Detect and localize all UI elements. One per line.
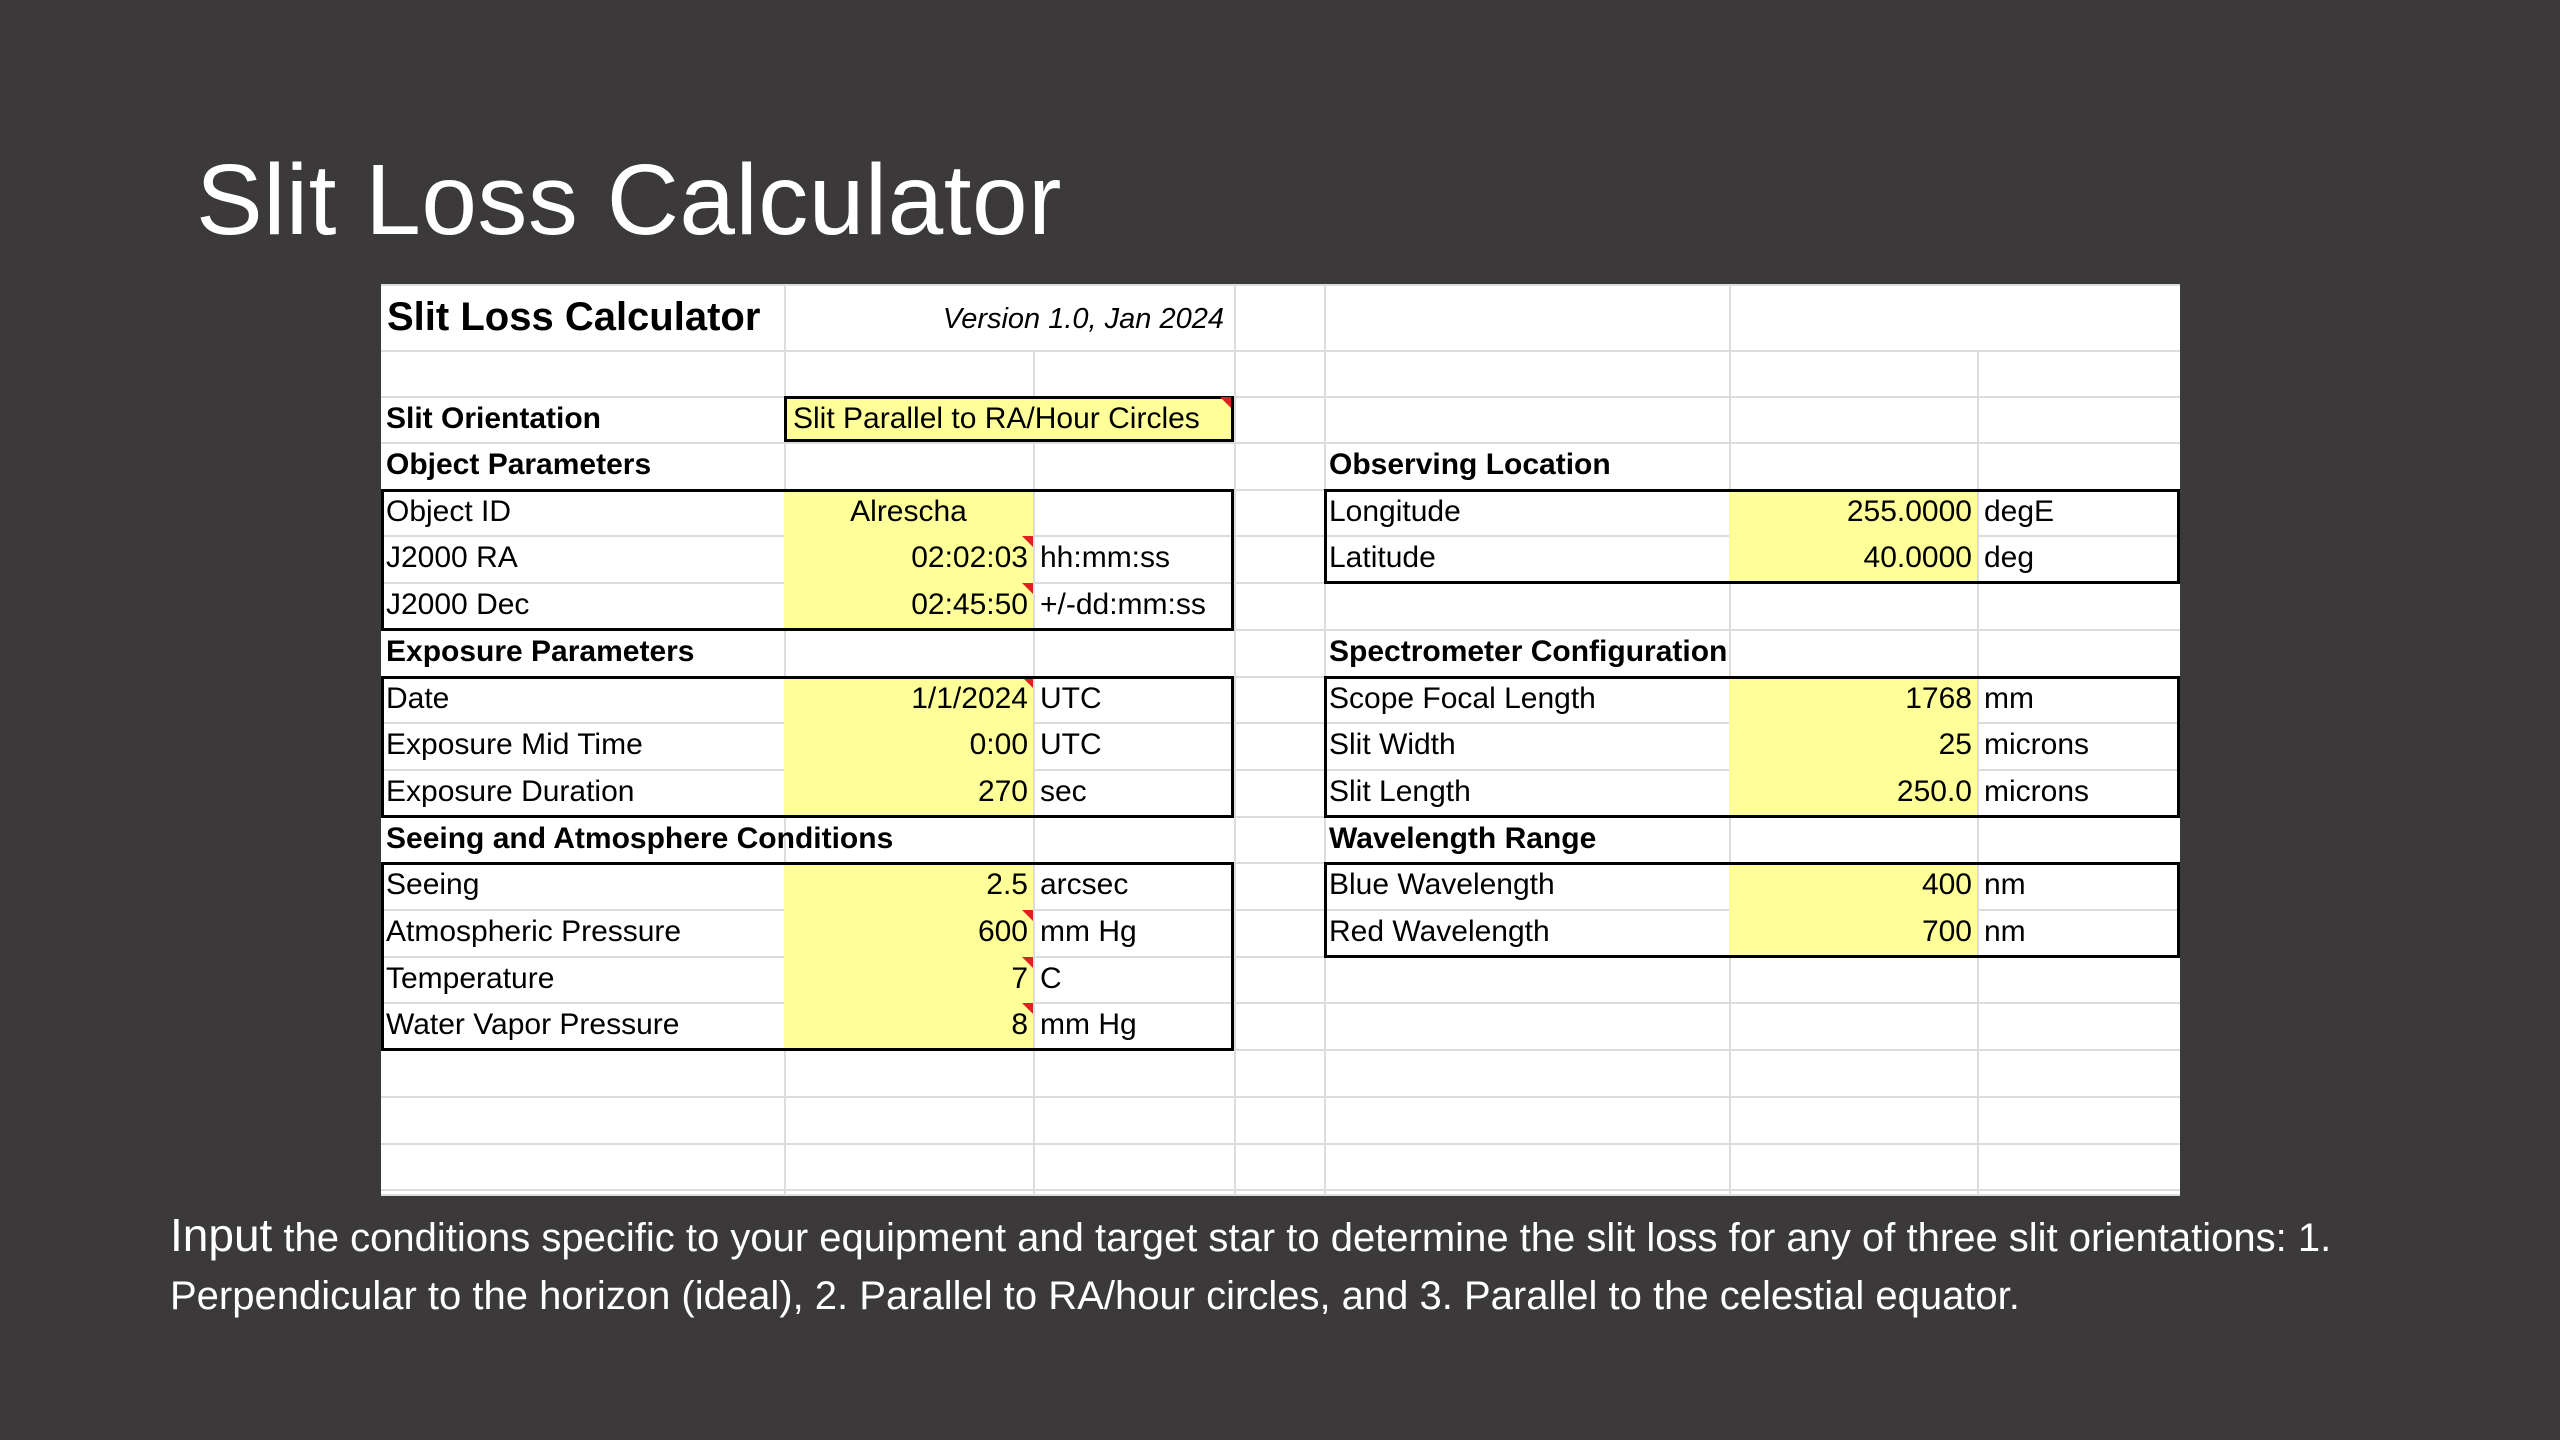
sheet-title: Slit Loss Calculator bbox=[387, 295, 761, 339]
slit-orientation-value: Slit Parallel to RA/Hour Circles bbox=[793, 402, 1200, 435]
exposure-duration-unit: sec bbox=[1040, 775, 1087, 808]
date-input[interactable]: 1/1/2024 bbox=[784, 676, 1033, 722]
longitude-unit: degE bbox=[1984, 495, 2055, 528]
j2000-ra-input[interactable]: 02:02:03 bbox=[784, 535, 1033, 581]
object-section-header: Object Parameters bbox=[386, 448, 652, 481]
grid-line bbox=[381, 1194, 2180, 1196]
exposure-duration-label: Exposure Duration bbox=[386, 775, 635, 808]
slit-length-input[interactable]: 250.0 bbox=[1729, 769, 1977, 815]
grid-line bbox=[381, 1189, 2180, 1191]
water-vapor-pressure-input[interactable]: 8 bbox=[784, 1002, 1033, 1048]
exposure-mid-time-unit: UTC bbox=[1040, 728, 1102, 761]
comment-indicator[interactable] bbox=[1220, 397, 1231, 408]
scope-focal-length-unit: mm bbox=[1984, 682, 2034, 715]
j2000-ra-label: J2000 RA bbox=[386, 541, 518, 574]
date-unit: UTC bbox=[1040, 682, 1102, 715]
longitude-label: Longitude bbox=[1329, 495, 1461, 528]
location-section-header: Observing Location bbox=[1329, 448, 1611, 481]
caption-body: the conditions specific to your equipment and target star to determine the slit loss for any of three slit orientations: 1. Perpendicular to the horizon (ideal), 2. Parallel to RA/hour circles, and 3. Parallel to the celestial equator. bbox=[170, 1216, 2332, 1318]
latitude-label: Latitude bbox=[1329, 541, 1436, 574]
slit-length-unit: microns bbox=[1984, 775, 2090, 808]
temperature-input[interactable]: 7 bbox=[784, 956, 1033, 1002]
slide-caption bbox=[170, 1206, 2410, 1325]
j2000-dec-input[interactable]: 02:45:50 bbox=[784, 582, 1033, 628]
blue-wavelength-input[interactable]: 400 bbox=[1729, 862, 1977, 908]
grid-line bbox=[1234, 284, 1236, 1194]
longitude-input[interactable]: 255.0000 bbox=[1729, 489, 1977, 535]
j2000-dec-label: J2000 Dec bbox=[386, 588, 530, 621]
atmospheric-pressure-unit: mm Hg bbox=[1040, 915, 1137, 948]
spectrometer-section-border bbox=[1324, 676, 2180, 818]
object-id-input[interactable]: Alrescha bbox=[784, 489, 1033, 535]
seeing-section-header: Seeing and Atmosphere Conditions bbox=[386, 822, 894, 855]
spreadsheet bbox=[381, 284, 2180, 1194]
slit-orientation-dropdown[interactable] bbox=[784, 396, 1234, 442]
atmospheric-pressure-input[interactable]: 600 bbox=[784, 909, 1033, 955]
wavelength-section-border bbox=[1324, 862, 2180, 958]
temperature-label: Temperature bbox=[386, 962, 555, 995]
slit-width-label: Slit Width bbox=[1329, 728, 1456, 761]
exposure-mid-time-label: Exposure Mid Time bbox=[386, 728, 643, 761]
slit-orientation-label: Slit Orientation bbox=[386, 402, 602, 435]
latitude-input[interactable]: 40.0000 bbox=[1729, 535, 1977, 581]
water-vapor-pressure-unit: mm Hg bbox=[1040, 1008, 1137, 1041]
latitude-unit: deg bbox=[1984, 541, 2035, 574]
exposure-section-border bbox=[381, 676, 1234, 818]
grid-line bbox=[381, 1096, 2180, 1098]
exposure-duration-input[interactable]: 270 bbox=[784, 769, 1033, 815]
caption-lead: Input bbox=[170, 1209, 273, 1261]
seeing-label: Seeing bbox=[386, 868, 480, 901]
slide-title: Slit Loss Calculator bbox=[196, 144, 1062, 256]
seeing-section-border bbox=[381, 862, 1234, 1051]
grid-line bbox=[381, 350, 2180, 352]
slit-width-input[interactable]: 25 bbox=[1729, 722, 1977, 768]
temperature-unit: C bbox=[1040, 962, 1062, 995]
exposure-section-header: Exposure Parameters bbox=[386, 635, 695, 668]
wavelength-section-header: Wavelength Range bbox=[1329, 822, 1597, 855]
exposure-mid-time-input[interactable]: 0:00 bbox=[784, 722, 1033, 768]
blue-wavelength-unit: nm bbox=[1984, 868, 2026, 901]
spectrometer-section-header: Spectrometer Configuration bbox=[1329, 635, 1728, 668]
atmospheric-pressure-label: Atmospheric Pressure bbox=[386, 915, 682, 948]
slit-width-unit: microns bbox=[1984, 728, 2090, 761]
scope-focal-length-label: Scope Focal Length bbox=[1329, 682, 1596, 715]
version-label: Version 1.0, Jan 2024 bbox=[942, 303, 1224, 335]
red-wavelength-unit: nm bbox=[1984, 915, 2026, 948]
blue-wavelength-label: Blue Wavelength bbox=[1329, 868, 1555, 901]
j2000-dec-unit: +/-dd:mm:ss bbox=[1040, 588, 1206, 621]
j2000-ra-unit: hh:mm:ss bbox=[1040, 541, 1171, 574]
grid-line bbox=[381, 1143, 2180, 1145]
slit-length-label: Slit Length bbox=[1329, 775, 1471, 808]
red-wavelength-input[interactable]: 700 bbox=[1729, 909, 1977, 955]
scope-focal-length-input[interactable]: 1768 bbox=[1729, 676, 1977, 722]
seeing-unit: arcsec bbox=[1040, 868, 1129, 901]
date-label: Date bbox=[386, 682, 450, 715]
water-vapor-pressure-label: Water Vapor Pressure bbox=[386, 1008, 680, 1041]
location-section-border bbox=[1324, 489, 2180, 584]
object-id-label: Object ID bbox=[386, 495, 512, 528]
red-wavelength-label: Red Wavelength bbox=[1329, 915, 1550, 948]
seeing-input[interactable]: 2.5 bbox=[784, 862, 1033, 908]
object-section-border bbox=[381, 489, 1234, 631]
